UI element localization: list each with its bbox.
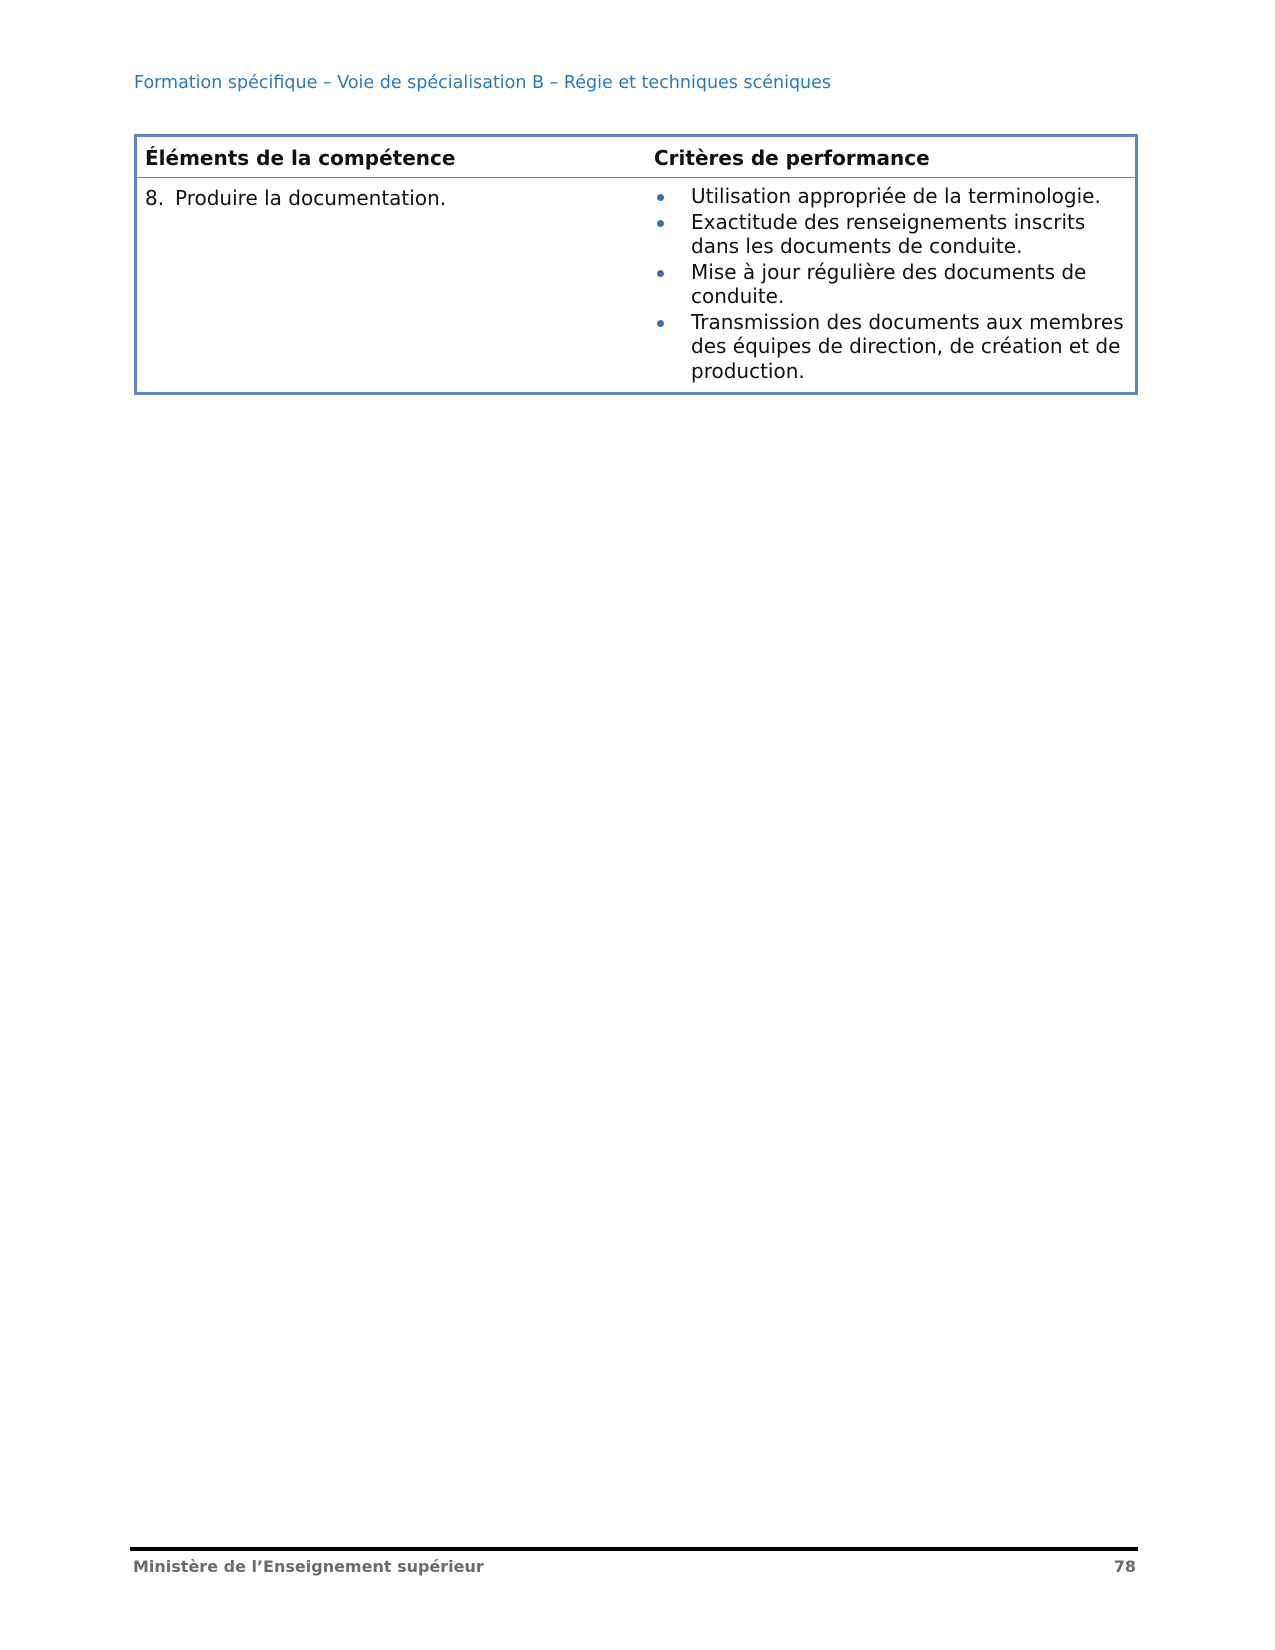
element-item [145,184,638,211]
element-number: 8. [145,186,165,210]
page-number: 78 [1113,1557,1136,1576]
criteria-text: Utilisation appropriée de la terminologie. [691,184,1101,208]
running-header: Formation spécifique – Voie de spécialisation B – Régie et techniques scéniques [134,73,832,93]
bullet-icon [654,310,691,384]
column-header-criteria: Critères de performance [646,136,1137,178]
column-header-elements: Éléments de la compétence [136,136,647,178]
criteria-item [654,184,1127,209]
criteria-text: Exactitude des renseignements inscrits dans les documents de conduite. [691,209,1086,258]
criteria-cell [646,178,1137,394]
criteria-item [654,310,1127,384]
criteria-text: Transmission des documents aux membres des équipes de direction, de création et de production. [691,309,1124,383]
bullet-icon [654,260,691,309]
competence-table [134,134,1138,395]
criteria-item [654,210,1127,259]
bullet-icon [654,184,691,209]
table-header-row [136,136,1137,178]
table-row [136,178,1137,394]
footer-divider [130,1547,1138,1551]
bullet-icon [654,210,691,259]
element-label: Produire la documentation. [175,186,447,210]
criteria-item [654,260,1127,309]
footer-publisher: Ministère de l’Enseignement supérieur [133,1557,484,1576]
element-cell [136,178,647,394]
criteria-text: Mise à jour régulière des documents de conduite. [691,259,1087,308]
criteria-list [654,184,1127,383]
